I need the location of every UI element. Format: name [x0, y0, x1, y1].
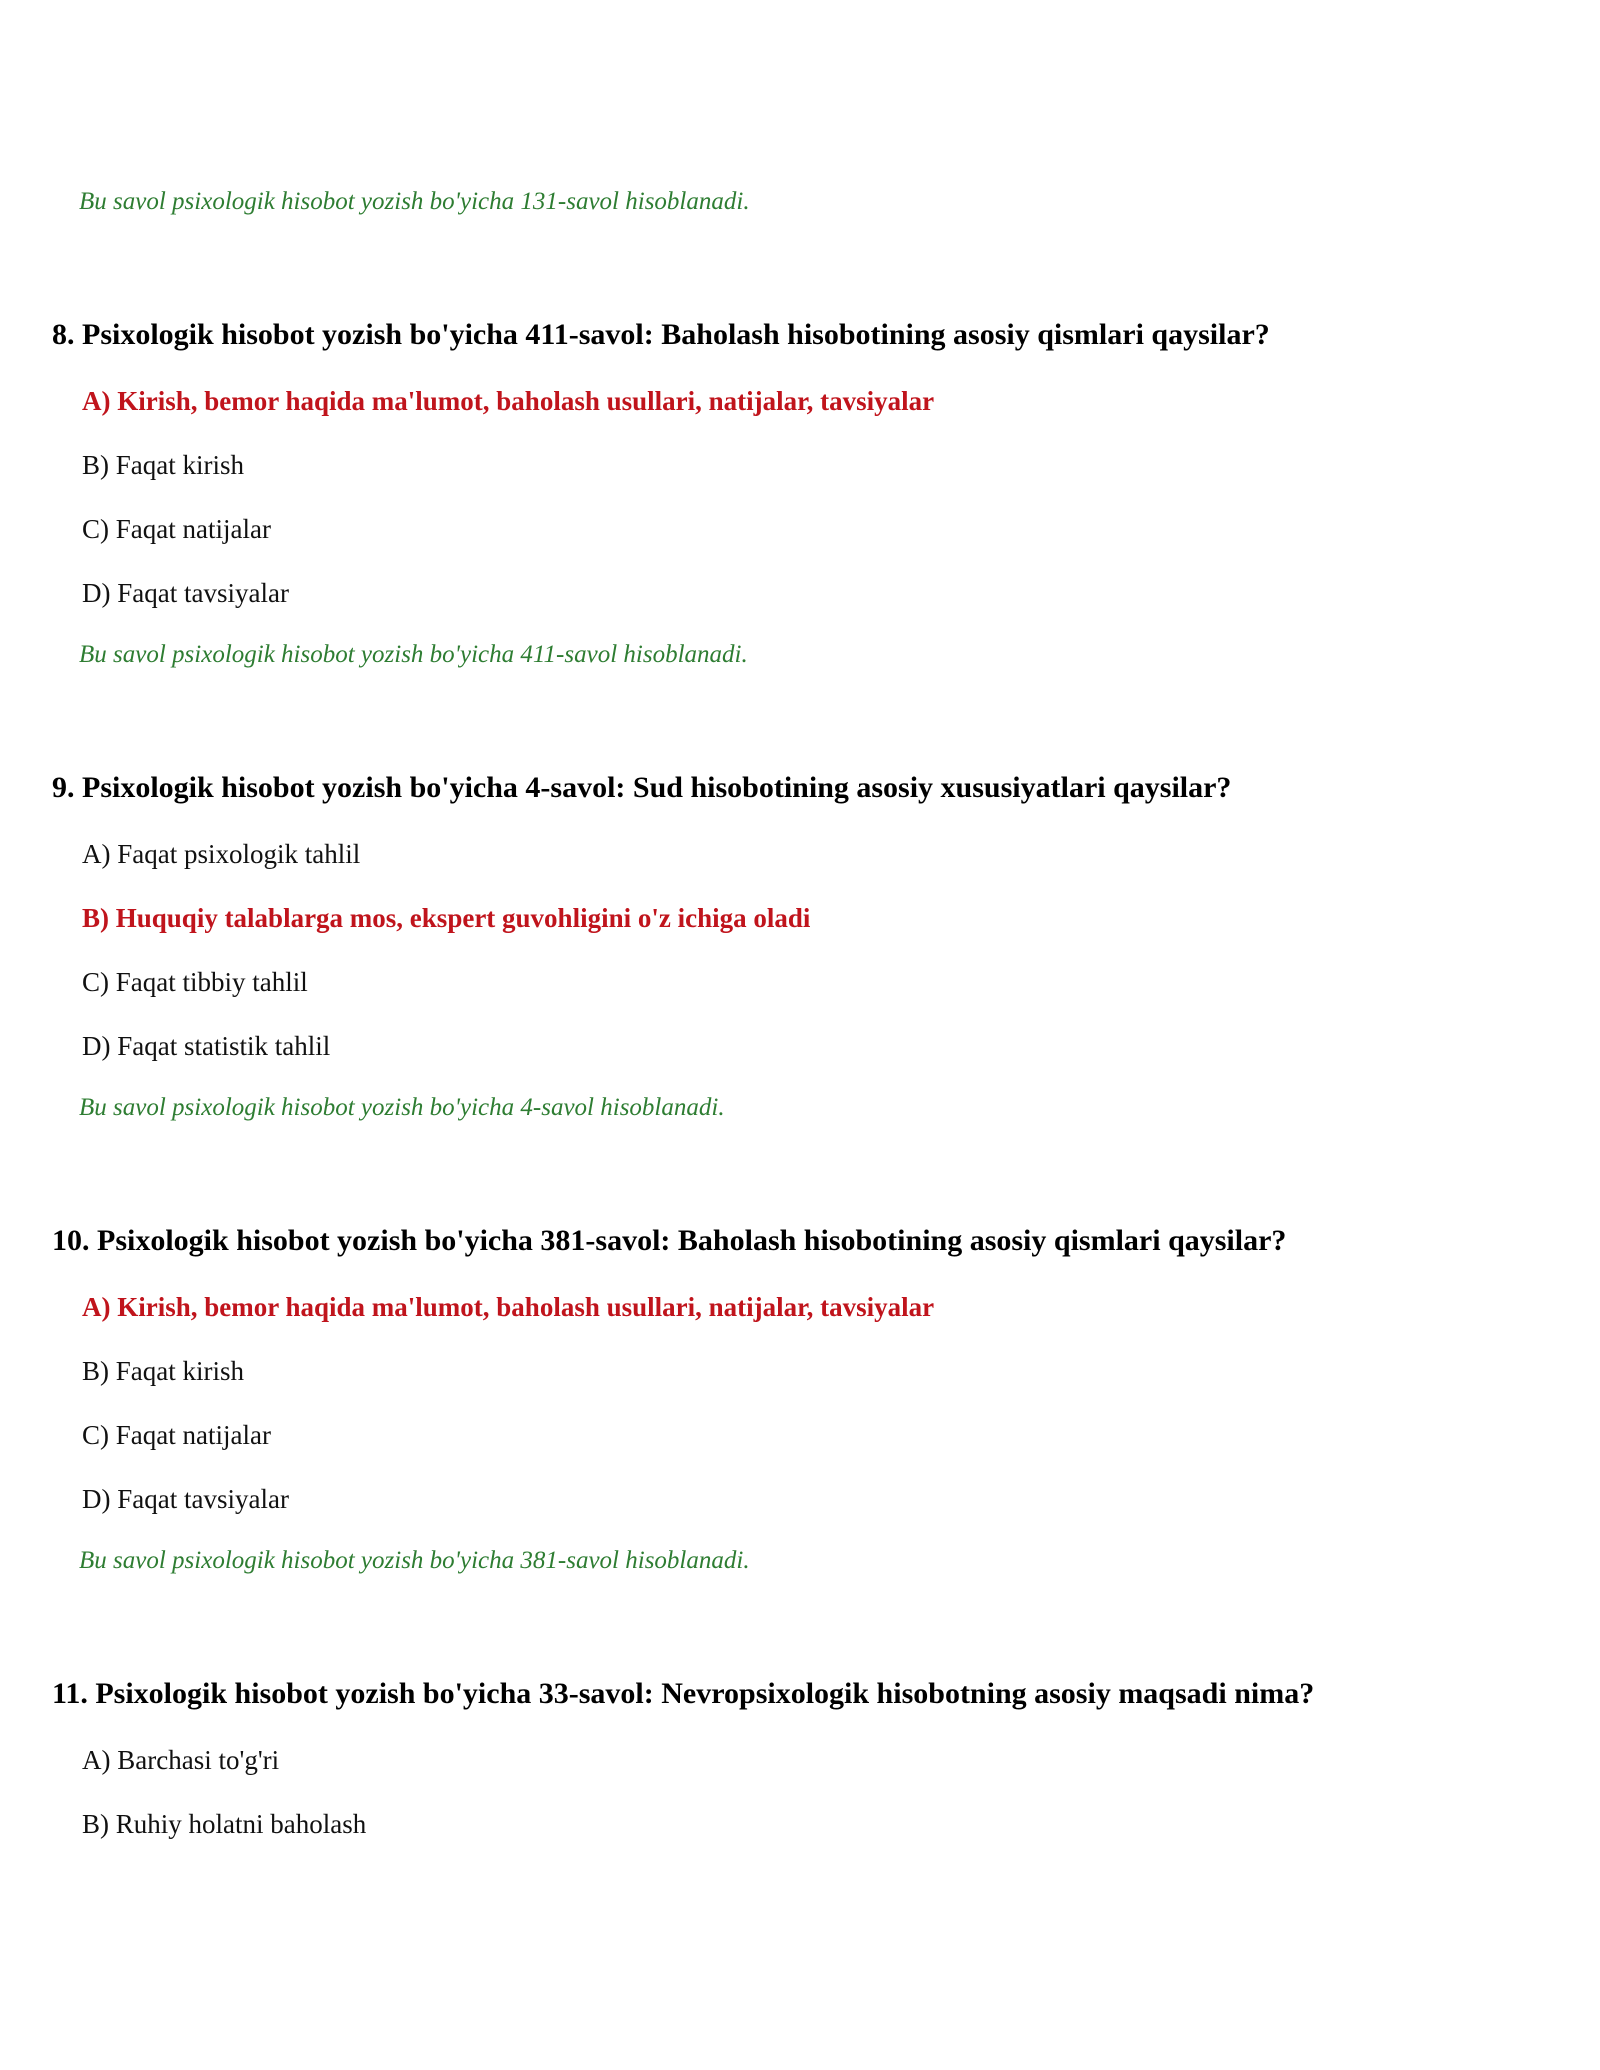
question-10-note: Bu savol psixologik hisobot yozish bo'yicha 381-savol hisoblanadi.: [79, 1547, 750, 1574]
question-8-title: 8. Psixologik hisobot yozish bo'yicha 411-savol: Baholash hisobotining asosiy qismlari qaysilar?: [52, 318, 1270, 351]
question-10-title: 10. Psixologik hisobot yozish bo'yicha 381-savol: Baholash hisobotining asosiy qismlari qaysilar?: [52, 1224, 1287, 1257]
question-10-option-d: D) Faqat tavsiyalar: [82, 1484, 289, 1514]
question-8-option-b: B) Faqat kirish: [82, 450, 244, 480]
question-11-option-a: A) Barchasi to'g'ri: [82, 1745, 280, 1775]
question-8-option-a: A) Kirish, bemor haqida ma'lumot, baholash usullari, natijalar, tavsiyalar: [82, 386, 935, 416]
question-11-title: 11. Psixologik hisobot yozish bo'yicha 33-savol: Nevropsixologik hisobotning asosiy maqsadi nima?: [52, 1677, 1315, 1710]
question-9-option-a: A) Faqat psixologik tahlil: [82, 839, 361, 869]
question-9-option-b: B) Huquqiy talablarga mos, ekspert guvohligini o'z ichiga oladi: [82, 903, 811, 933]
intro-note: Bu savol psixologik hisobot yozish bo'yicha 131-savol hisoblanadi.: [79, 188, 750, 215]
question-9-option-c: C) Faqat tibbiy tahlil: [82, 967, 308, 997]
question-11-option-b: B) Ruhiy holatni baholash: [82, 1809, 367, 1839]
question-9-title: 9. Psixologik hisobot yozish bo'yicha 4-savol: Sud hisobotining asosiy xususiyatlari qaysilar?: [52, 771, 1232, 804]
question-10-option-b: B) Faqat kirish: [82, 1356, 244, 1386]
question-9-note: Bu savol psixologik hisobot yozish bo'yicha 4-savol hisoblanadi.: [79, 1094, 725, 1121]
question-10-option-c: C) Faqat natijalar: [82, 1420, 271, 1450]
question-8-note: Bu savol psixologik hisobot yozish bo'yicha 411-savol hisoblanadi.: [79, 641, 748, 668]
question-9-option-d: D) Faqat statistik tahlil: [82, 1031, 331, 1061]
question-10-option-a: A) Kirish, bemor haqida ma'lumot, baholash usullari, natijalar, tavsiyalar: [82, 1292, 935, 1322]
question-8-option-d: D) Faqat tavsiyalar: [82, 578, 289, 608]
question-8-option-c: C) Faqat natijalar: [82, 514, 271, 544]
